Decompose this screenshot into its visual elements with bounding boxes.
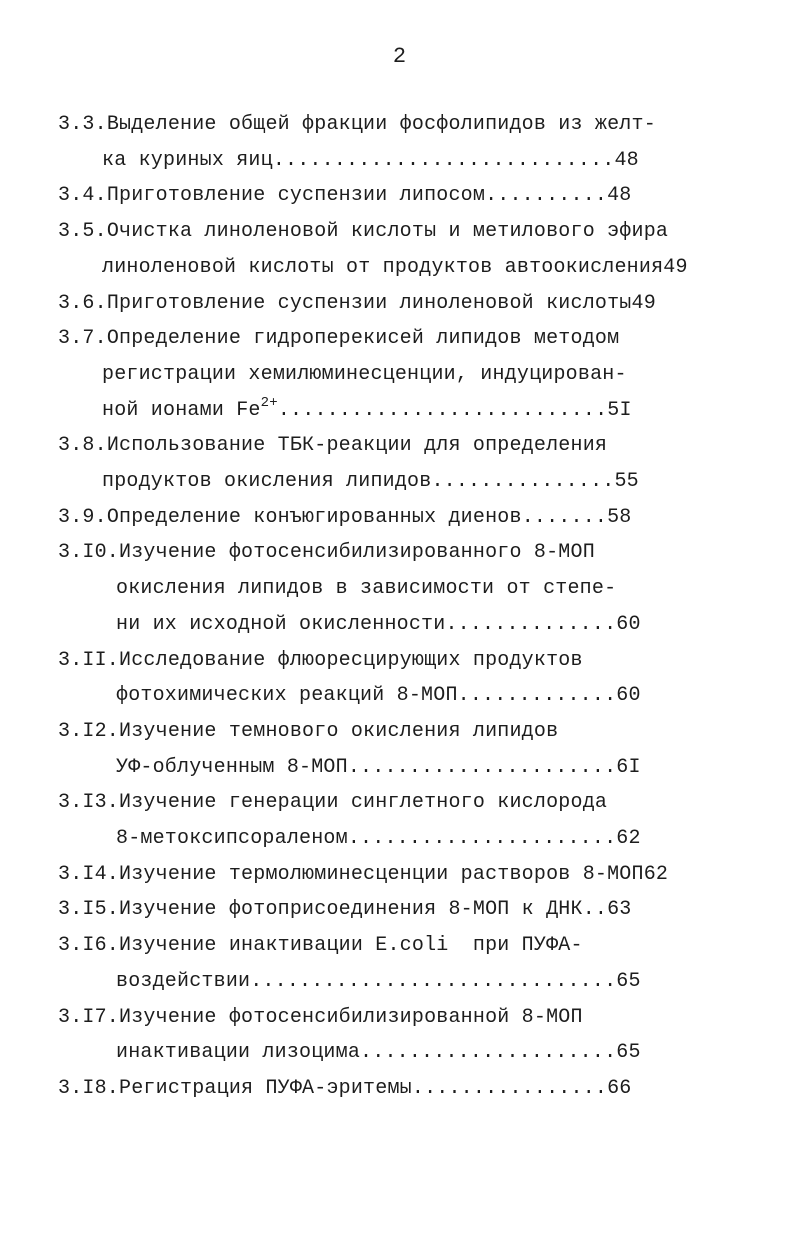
- toc-line: [116, 574, 616, 604]
- section-title: Изучение фотосенсибилизированного 8-МОП: [119, 541, 595, 565]
- toc-line: [102, 467, 639, 497]
- toc-line: [58, 503, 632, 533]
- page-ref: 65: [616, 1041, 641, 1065]
- toc-line: [58, 717, 558, 747]
- toc-line: [116, 610, 641, 640]
- section-title: ной ионами Fe: [102, 398, 261, 422]
- dot-leader: ...............: [431, 470, 615, 493]
- section-number: 3.7.: [58, 327, 107, 351]
- section-title: продуктов окисления липидов: [102, 470, 432, 493]
- section-number: 3.9.: [58, 505, 107, 529]
- section-title: Определение гидроперекисей липидов методом: [106, 327, 620, 351]
- section-title: инактивации лизоцима: [116, 1041, 361, 1065]
- toc-line: [116, 967, 641, 997]
- toc-line: [58, 110, 656, 140]
- page-ref: 5I: [607, 398, 632, 422]
- section-number: 3.5.: [58, 220, 107, 244]
- page-ref: 65: [616, 969, 641, 993]
- toc-line: [58, 788, 607, 818]
- section-number: 3.4.: [58, 184, 107, 208]
- toc-line: [58, 538, 595, 568]
- page-ref: 58: [607, 505, 632, 529]
- section-title: Приготовление суспензии липосом: [106, 184, 486, 208]
- section-title: Исследование флюоресцирующих продуктов: [119, 648, 583, 672]
- section-number: 3.I4.: [58, 862, 120, 886]
- dot-leader: .....................: [360, 1041, 617, 1065]
- section-title: Очистка линоленовой кислоты и метилового эфира: [106, 220, 669, 244]
- toc-line: [58, 289, 656, 319]
- dot-leader: ............................: [272, 148, 615, 172]
- section-number: 3.I6.: [58, 934, 120, 958]
- section-title: УФ-облученным 8-МОП: [116, 755, 348, 779]
- dot-leader: ...........................: [277, 398, 608, 422]
- toc-line: [58, 931, 583, 961]
- toc-line: [58, 1074, 632, 1104]
- section-title: Использование ТБК-реакции для определения: [106, 434, 608, 458]
- toc-line: [116, 681, 641, 711]
- section-title: Изучение темнового окисления липидов: [119, 719, 559, 743]
- toc-line: [58, 1003, 583, 1033]
- dot-leader: ..............: [445, 612, 617, 636]
- dot-leader: ..............................: [250, 969, 617, 993]
- toc-line: [58, 181, 632, 211]
- section-number: 3.I3.: [58, 791, 120, 815]
- section-number: 3.II.: [58, 648, 120, 672]
- dot-leader: .............: [457, 684, 617, 708]
- dot-leader: ..: [582, 898, 608, 922]
- toc-line: [58, 324, 619, 354]
- section-title: Изучение термолюминесценции растворов 8-МОП: [119, 862, 644, 886]
- toc-line: [58, 860, 668, 890]
- section-title: Приготовление суспензии линоленовой кислоты: [106, 291, 632, 315]
- toc-line: [58, 895, 632, 925]
- section-title: Изучение фотоприсоединения 8-МОП к ДНК: [119, 898, 583, 922]
- toc-line: [116, 824, 641, 854]
- page-ref: 49: [631, 291, 656, 315]
- page-ref: 63: [607, 898, 632, 922]
- toc-line: [116, 753, 641, 783]
- section-title: ни их исходной окисленности: [116, 612, 446, 636]
- section-number: 3.I2.: [58, 719, 120, 743]
- section-title: ка куриных яиц: [102, 148, 273, 172]
- dot-leader: ......................: [347, 755, 617, 779]
- toc-line: [58, 646, 583, 676]
- section-number: 3.I0.: [58, 541, 120, 565]
- toc-line: [58, 217, 668, 247]
- dot-leader: ......................: [347, 827, 617, 850]
- section-title: окисления липидов в зависимости от степе-: [116, 577, 617, 601]
- section-number: 3.I5.: [58, 898, 120, 922]
- dot-leader: ..........: [485, 184, 608, 208]
- toc-line: [116, 1038, 641, 1068]
- section-number: 3.6.: [58, 291, 107, 315]
- page-number: 2: [392, 44, 407, 69]
- page-ref: 62: [643, 862, 669, 886]
- dot-leader: .......: [521, 505, 608, 529]
- section-title: Изучение инактивации E.coli при ПУФА-: [119, 934, 583, 958]
- section-number: 3.I8.: [58, 1076, 120, 1100]
- superscript: 2+: [260, 394, 278, 411]
- page-ref: 48: [614, 148, 639, 172]
- section-number: 3.3.: [58, 113, 107, 136]
- toc-line: [58, 431, 607, 461]
- page-ref: 66: [607, 1076, 632, 1100]
- section-number: 3.I7.: [58, 1005, 120, 1029]
- section-title: фотохимических реакций 8-МОП: [116, 684, 458, 708]
- page-ref: 55: [614, 470, 639, 493]
- section-title: воздействии: [116, 969, 251, 993]
- section-number: 3.8.: [58, 434, 107, 458]
- page-ref: 48: [607, 184, 632, 208]
- toc-line: [102, 396, 632, 426]
- page-ref: 60: [616, 684, 641, 708]
- section-title: Определение конъюгированных диенов: [106, 505, 522, 529]
- section-title: регистрации хемилюминесценции, индуцирован-: [102, 362, 627, 386]
- toc-line: [102, 253, 688, 283]
- toc-line: [102, 146, 639, 176]
- section-title: 8-метоксипсораленом: [116, 827, 348, 850]
- section-title: линоленовой кислоты от продуктов автоокисления: [102, 255, 664, 279]
- toc-line: [102, 360, 627, 390]
- page-ref: 49: [663, 255, 688, 279]
- page-ref: 6I: [616, 755, 641, 779]
- page-ref: 62: [616, 827, 641, 850]
- page-ref: 60: [616, 612, 641, 636]
- section-title: Выделение общей фракции фосфолипидов из желт-: [106, 113, 656, 136]
- section-title: Изучение фотосенсибилизированной 8-МОП: [119, 1005, 583, 1029]
- section-title: Изучение генерации синглетного кислорода: [119, 791, 608, 815]
- section-title: Регистрация ПУФА-эритемы: [119, 1076, 412, 1100]
- dot-leader: ................: [411, 1076, 608, 1100]
